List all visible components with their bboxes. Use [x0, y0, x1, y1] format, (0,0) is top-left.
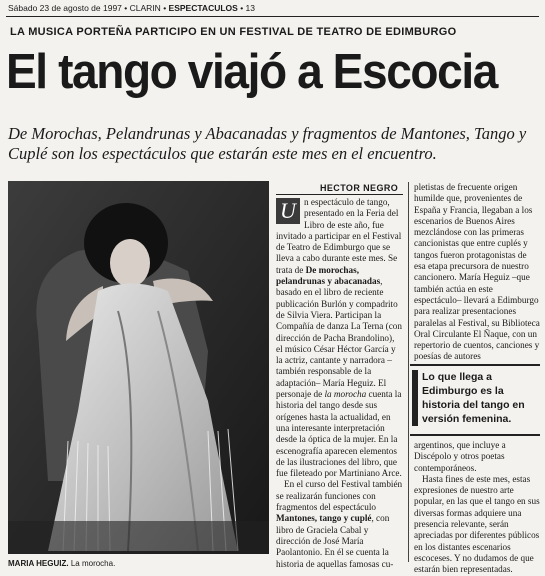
dropcap: U: [276, 198, 300, 224]
show-title-mantones: Mantones, tango y cuplé: [276, 513, 372, 524]
pullquote: Lo que llega a Edimburgo es la historia del tango en versión femenina.: [422, 371, 525, 425]
article-column-2: pletistas de frecuente origen humilde que, provenientes de España y Francia, llegaban a los escenarios de Buenos Aires mezclándose con las primeras cancionistas que entre cuplés y tangos fueron protagonistas de esa etapa precursora de nuestro cancionero. María Heguiz –que también actúa en este espectáculo– llevará a Edimburgo para realizar presentaciones paralelas al Festival, su Biblioteca Oral Circulante El Ñaque, con un repertorio de cuentos, canciones y poesías de autores: [414, 182, 540, 362]
byline-rule: [276, 194, 403, 195]
pullquote-bar: [412, 370, 418, 426]
column1-text-c: cuenta la historia del tango desde sus orígenes hasta la actualidad, en una interesante interpretación desde la óptica de la mujer. En la escenografía aparecen elementos de las ilustraciones del libro, que fue fileteado por Martiniano Arce.: [276, 389, 402, 479]
photo-caption: [8, 559, 115, 568]
kicker: LA MUSICA PORTEÑA PARTICIPO EN UN FESTIVAL DE TEATRO DE EDIMBURGO: [10, 26, 457, 38]
page-number: 13: [245, 3, 256, 13]
section-name: ESPECTACULOS: [168, 3, 238, 13]
photo-illustration: [8, 181, 269, 554]
character-name: la morocha: [324, 389, 367, 400]
caption-text: La morocha.: [70, 559, 116, 568]
column2-paragraph-1: argentinos, que incluye a Discépolo y otros poetas contemporáneos.: [414, 440, 506, 473]
column-divider: [408, 182, 409, 562]
column1-text-d: En el curso del Festival también se realizarán funciones con fragmentos del espectáculo: [276, 479, 403, 513]
article-column-2-continued: [414, 440, 540, 576]
column1-text-a: n espectáculo de tango, presentado en la Feria del Libro de este año, fue invitado a participar en el Festival de Teatro de Edimburgo que se lleva a cabo durante este mes. Se trata de: [276, 197, 402, 275]
caption-name: MARIA HEGUIZ.: [8, 559, 69, 568]
bullet-separator: •: [124, 3, 130, 13]
issue-date: Sábado 23 de agosto de 1997: [8, 3, 122, 13]
bullet-separator: •: [163, 3, 169, 13]
show-title-morochas: De morochas, pelandrunas y abacanadas: [276, 264, 381, 287]
masthead-line: [8, 3, 255, 13]
byline: HECTOR NEGRO: [320, 183, 399, 193]
column1-text-b: , basado en el libro de reciente publicación Burlón y compadrito de Silvia Viera. Participan la Compañía de danza La Terna (con dirección de Pacha Brandolino), el músico César Héctor García y la actriz, cantante y narradora –también responsable de la adaptación– María Heguiz. El personaje de: [276, 276, 402, 400]
column1-paragraph-2: [276, 479, 403, 569]
masthead-rule: [6, 16, 539, 17]
bullet-separator: •: [240, 3, 246, 13]
headline: El tango viajó a Escocia: [6, 45, 497, 99]
column2-paragraph-2: Hasta fines de este mes, estas expresiones de nuestro arte popular, en las que el tango en sus diversas formas adquiere una presencia relevante, serán apreciadas por diferentes públicos en los distantes escenarios escoceses. Y no dudamos de que estarán bien representadas.: [414, 473, 540, 575]
article-column-1: [276, 197, 403, 570]
subheadline: De Morochas, Pelandrunas y Abacanadas y fragmentos de Mantones, Tango y Cuplé son los espectáculos que estarán este mes en el encuentro.: [8, 124, 527, 163]
newspaper-name: CLARIN: [129, 3, 161, 13]
column1-text-e: , con libro de Graciela Cabal y dirección de José María Paolantonio. En él se cuenta la historia de aquellas famosas cu-: [276, 513, 394, 569]
photo-maria-heguiz: [8, 181, 269, 554]
